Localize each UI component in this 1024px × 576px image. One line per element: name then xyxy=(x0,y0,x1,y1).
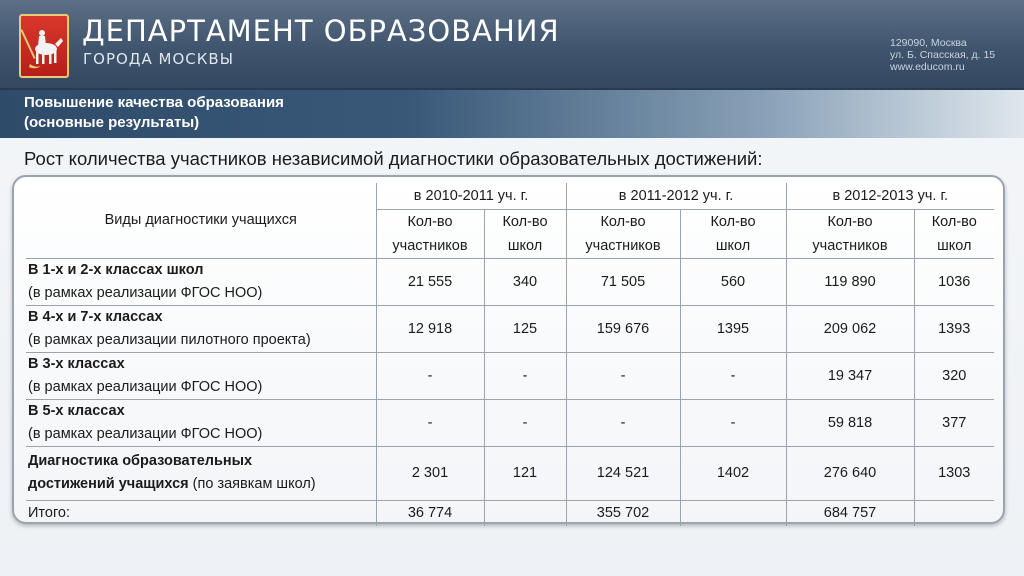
section-subtitle: (основные результаты) xyxy=(24,114,200,131)
cell-participants-2012: 59 818 xyxy=(786,399,914,446)
row-title: В 3-х классах xyxy=(28,355,125,372)
cell-schools-2011: - xyxy=(680,352,786,399)
column-header-year-2011-2012: в 2011-2012 уч. г. xyxy=(566,183,786,209)
cell-participants-2011: - xyxy=(566,399,680,446)
subheader-schools-line1: Кол-во xyxy=(680,209,786,234)
total-2012-2013: 684 757 xyxy=(786,500,914,526)
subheader-schools-line1: Кол-во xyxy=(914,209,994,234)
row-note: (в рамках реализации ФГОС НОО) xyxy=(28,378,263,395)
cell-schools-2012: 1036 xyxy=(914,258,994,305)
cell-schools-2010: 121 xyxy=(484,446,566,500)
table-total-row xyxy=(26,500,994,526)
cell-schools-2011: - xyxy=(680,399,786,446)
table-row xyxy=(26,399,994,446)
subheader-participants-line2: участников xyxy=(376,234,484,259)
cell-participants-2010: 21 555 xyxy=(376,258,484,305)
total-empty-cell xyxy=(914,500,994,526)
row-title: Диагностика образовательных xyxy=(28,453,253,469)
cell-schools-2010: - xyxy=(484,352,566,399)
cell-participants-2011: - xyxy=(566,352,680,399)
cell-schools-2010: - xyxy=(484,399,566,446)
contact-postal: 129090, Москва xyxy=(890,37,967,49)
cell-participants-2010: 2 301 xyxy=(376,446,484,500)
table-row xyxy=(26,446,994,500)
table-row xyxy=(26,305,994,352)
row-label xyxy=(26,305,376,352)
cell-schools-2011: 560 xyxy=(680,258,786,305)
total-empty-cell xyxy=(680,500,786,526)
contact-street: ул. Б. Спасская, д. 15 xyxy=(890,49,996,61)
subheader-participants-line2: участников xyxy=(566,234,680,259)
cell-participants-2012: 19 347 xyxy=(786,352,914,399)
total-2011-2012: 355 702 xyxy=(566,500,680,526)
row-title: В 1-х и 2-х классах школ xyxy=(28,261,204,278)
subheader-participants-line1: Кол-во xyxy=(786,209,914,234)
row-title: В 4-х и 7-х классах xyxy=(28,308,163,325)
cell-participants-2011: 159 676 xyxy=(566,305,680,352)
row-title: В 5-х классах xyxy=(28,402,125,419)
column-header-year-2010-2011: в 2010-2011 уч. г. xyxy=(376,183,566,209)
subheader-schools-line1: Кол-во xyxy=(484,209,566,234)
cell-schools-2012: 377 xyxy=(914,399,994,446)
row-note: (в рамках реализации пилотного проекта) xyxy=(28,331,311,348)
total-label: Итого: xyxy=(26,500,376,526)
column-header-diagnostics-type: Виды диагностики учащихся xyxy=(26,183,376,258)
total-2010-2011: 36 774 xyxy=(376,500,484,526)
row-note: (в рамках реализации ФГОС НОО) xyxy=(28,284,263,301)
cell-schools-2012: 320 xyxy=(914,352,994,399)
table-row xyxy=(26,258,994,305)
lead-text: Рост количества участников независимой диагностики образовательных достижений: xyxy=(24,148,763,169)
cell-participants-2011: 71 505 xyxy=(566,258,680,305)
diagnostics-table xyxy=(26,183,994,526)
cell-schools-2012: 1303 xyxy=(914,446,994,500)
cell-participants-2012: 276 640 xyxy=(786,446,914,500)
row-label xyxy=(26,399,376,446)
cell-participants-2010: - xyxy=(376,399,484,446)
row-label xyxy=(26,352,376,399)
department-title: ДЕПАРТАМЕНТ ОБРАЗОВАНИЯ xyxy=(82,14,560,48)
table-row xyxy=(26,352,994,399)
cell-participants-2012: 119 890 xyxy=(786,258,914,305)
cell-schools-2010: 125 xyxy=(484,305,566,352)
cell-schools-2011: 1395 xyxy=(680,305,786,352)
cell-participants-2010: 12 918 xyxy=(376,305,484,352)
row-label xyxy=(26,258,376,305)
cell-schools-2012: 1393 xyxy=(914,305,994,352)
row-note: (в рамках реализации ФГОС НОО) xyxy=(28,425,263,442)
section-banner xyxy=(0,90,1024,138)
section-title: Повышение качества образования xyxy=(24,94,284,111)
subheader-participants-line1: Кол-во xyxy=(376,209,484,234)
row-title-cont xyxy=(28,473,374,496)
row-note: (по заявкам школ) xyxy=(192,476,316,492)
subheader-schools-line2: школ xyxy=(680,234,786,259)
cell-schools-2011: 1402 xyxy=(680,446,786,500)
row-title-line2: достижений учащихся xyxy=(28,476,189,492)
column-header-year-2012-2013: в 2012-2013 уч. г. xyxy=(786,183,994,209)
cell-participants-2012: 209 062 xyxy=(786,305,914,352)
cell-schools-2010: 340 xyxy=(484,258,566,305)
department-subtitle: ГОРОДА МОСКВЫ xyxy=(83,50,234,68)
subheader-schools-line2: школ xyxy=(484,234,566,259)
subheader-participants-line1: Кол-во xyxy=(566,209,680,234)
table-header-row-years xyxy=(26,183,994,209)
subheader-schools-line2: школ xyxy=(914,234,994,259)
cell-participants-2011: 124 521 xyxy=(566,446,680,500)
subheader-participants-line2: участников xyxy=(786,234,914,259)
contact-block xyxy=(890,37,995,73)
moscow-coat-of-arms-logo xyxy=(19,14,69,78)
total-empty-cell xyxy=(484,500,566,526)
cell-participants-2010: - xyxy=(376,352,484,399)
row-label xyxy=(26,446,376,500)
contact-website: www.educom.ru xyxy=(890,61,965,73)
page-header xyxy=(0,0,1024,90)
